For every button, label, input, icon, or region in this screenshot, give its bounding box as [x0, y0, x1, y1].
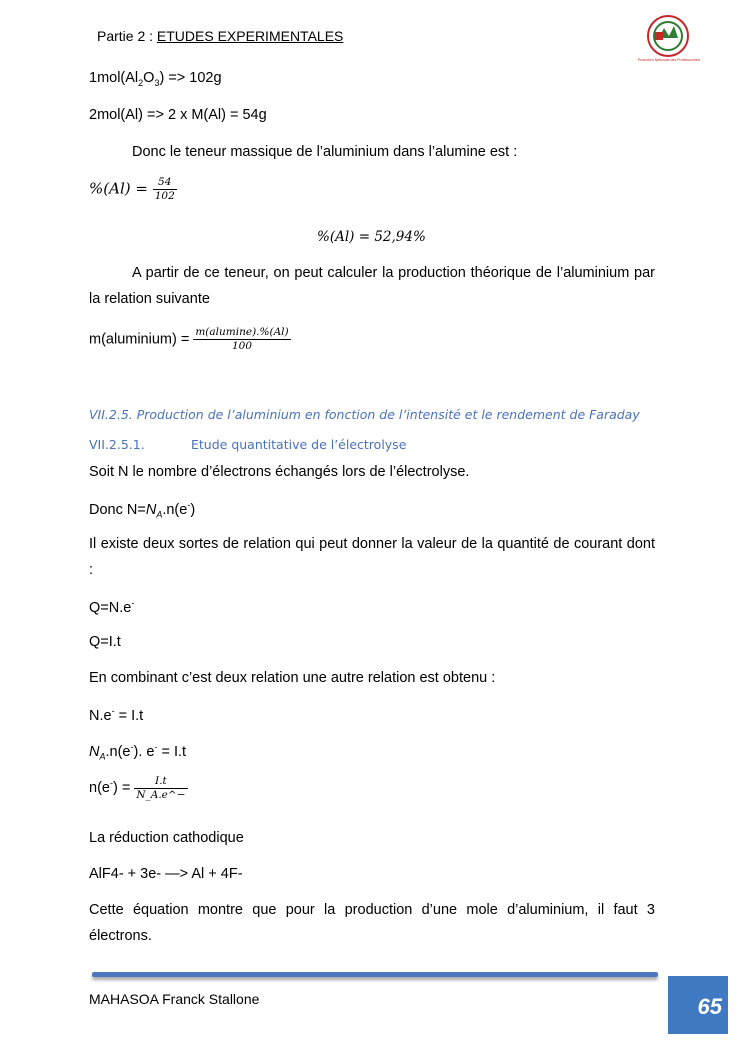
eq4-numerator: I.t [134, 775, 187, 789]
eq3-lhs: m(aluminium) = [89, 331, 194, 348]
eq1-numerator: 54 [153, 176, 177, 190]
part-label: Partie 2 : [97, 28, 157, 44]
line-q-ne: Q=N.e- [89, 598, 135, 616]
line-soit-n: Soit N le nombre d’électrons échangés lors de l’électrolyse. [89, 464, 470, 480]
subsection-title: Etude quantitative de l’électrolyse [191, 437, 407, 452]
line-reduction-cathodique: La réduction cathodique [89, 830, 244, 846]
eq4-lhs: n(e-) = [89, 778, 131, 797]
line-q-it: Q=I.t [89, 634, 121, 650]
page-number: 65 [697, 994, 722, 1019]
line-donc-teneur: Donc le teneur massique de l’aluminium dans l’alumine est : [132, 144, 518, 160]
line-equation-reduction: AlF4- + 3e- —> Al + 4F- [89, 866, 243, 882]
line-na-ne-it: $N_A.n(e^-)$. e- = I.t [89, 742, 187, 762]
line-mol-al: 2mol(Al) => 2 x M(Al) = 54g [89, 107, 267, 123]
section-heading-vii-2-5: VII.2.5. Production de l’aluminium en fonction de l’intensité et le rendement de Faraday [89, 407, 640, 422]
eq1-denominator: 102 [154, 190, 175, 202]
line-ne-it: N.e- = I.t [89, 706, 144, 724]
subsection-number: VII.2.5.1. [89, 437, 145, 452]
line-en-combinant: En combinant c’est deux relation une autre relation est obtenu : [89, 670, 496, 686]
paragraph-production-theorique: A partir de ce teneur, on peut calculer la production théorique de l’aluminium par la relation suivante [89, 265, 655, 307]
eq1-lhs: %(Al) = [89, 179, 153, 198]
logo-caption: Promotion Nationale des Professionnels [637, 58, 701, 62]
equation-n-e [89, 775, 188, 802]
equation-percent-al-result: %(Al) = 52,94% [317, 229, 426, 245]
eq4-denominator: N_A.e^− [136, 789, 186, 801]
footer-bar [92, 972, 658, 977]
line-mol-al2o3: $1mol(Al_2O_3) => 102g$ [89, 70, 222, 88]
paragraph-deux-sortes: Il existe deux sortes de relation qui peut donner la valeur de la quantité de courant dont : [89, 536, 655, 578]
equation-m-aluminium [89, 326, 291, 353]
part-title: ETUDES EXPERIMENTALES [156, 28, 344, 44]
footer-author: MAHASOA Franck Stallone [89, 991, 260, 1007]
eq3-denominator: 100 [231, 340, 252, 352]
equation-percent-al-fraction [89, 176, 177, 203]
eq1-fraction [153, 176, 177, 203]
subsection-heading-vii-2-5-1 [89, 437, 407, 452]
institution-logo [631, 14, 707, 64]
line-donc-n: Donc $N=N_A.n(e^-)$ [89, 500, 196, 520]
eq3-numerator: m(alumine).%(Al) [195, 326, 289, 338]
paragraph-cette-equation: Cette équation montre que pour la production d’une mole d’aluminium, il faut 3 électrons. [89, 902, 655, 944]
page-number-box [668, 976, 728, 1034]
eq4-fraction [134, 775, 187, 802]
page-header [97, 28, 343, 44]
eq3-fraction [193, 326, 290, 353]
